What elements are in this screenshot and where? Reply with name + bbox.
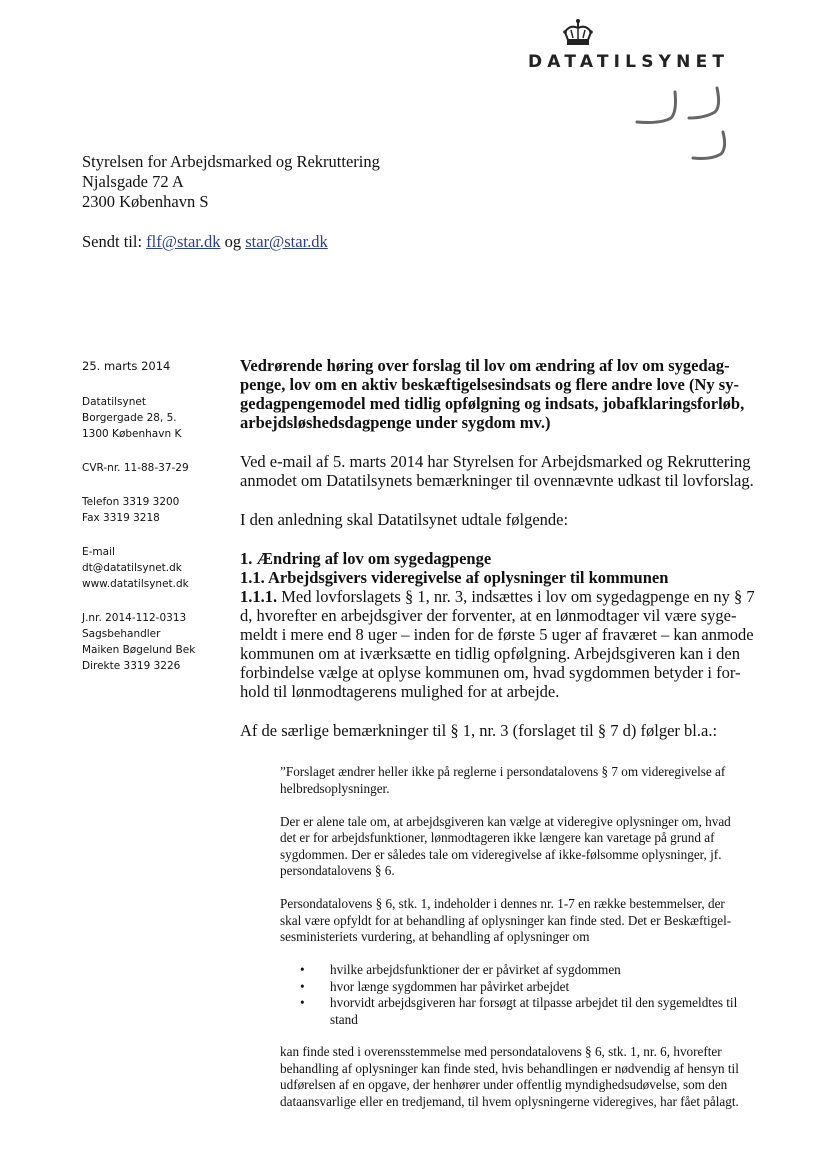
intro-paragraph	[240, 452, 762, 490]
fax: Fax 3319 3218	[82, 512, 160, 524]
text-line: meldt i mere end 8 uger – inden for de første 5 uger af fraværet – kan anmode	[240, 625, 754, 644]
letter-body	[240, 356, 762, 740]
cvr-number: CVR-nr. 11-88-37-29	[82, 462, 189, 474]
crown-logo-icon	[562, 18, 594, 48]
text-line: kan finde sted i overensstemmelse med persondatalovens § 6, stk. 1, nr. 6, hvorefter	[280, 1044, 722, 1059]
text-line: anmodet om Datatilsynets bemærkninger til ovennævnte udkast til lovforslag.	[240, 471, 754, 490]
quote-paragraph	[280, 896, 766, 946]
paragraph-number: 1.1.1.	[240, 587, 278, 606]
text-line: sesministeriets vurdering, at behandling af oplysninger om	[280, 929, 590, 944]
bullet-list	[280, 962, 766, 1028]
title-line: arbejdsløshedsdagpenge under sygdom mv.)	[240, 413, 551, 432]
caseworker-name: Maiken Bøgelund Bek	[82, 644, 196, 656]
title-line: penge, lov om en aktiv beskæftigelsesindsats og flere andre love (Ny sy-	[240, 375, 739, 394]
sender-web: www.datatilsynet.dk	[82, 578, 189, 590]
letter-title	[240, 356, 762, 432]
list-item	[300, 962, 766, 979]
title-line: gedagpengemodel med tidlig opfølgning og indsats, jobafklaringsforløb,	[240, 394, 745, 413]
logo-wordmark: DATATILSYNET	[528, 52, 730, 72]
text-line: helbredsoplysninger.	[280, 780, 390, 796]
list-item-text: hvor længe sygdommen har påvirket arbejdet	[330, 978, 570, 994]
quote-paragraph	[280, 814, 766, 880]
caseworker-label: Sagsbehandler	[82, 628, 161, 640]
quoted-remarks	[280, 764, 766, 1110]
direct-phone: Direkte 3319 3226	[82, 660, 181, 672]
text-line: dataansvarlige eller en tredjemand, til hvem oplysningerne videregives, har fået pålagt.	[280, 1093, 739, 1109]
text-line: skal være opfyldt for at behandling af oplysninger kan finde sted. Det er Beskæftigel-	[280, 912, 732, 928]
sender-city: 1300 København K	[82, 428, 182, 440]
bullet-icon: •	[300, 995, 305, 1010]
text-line	[240, 587, 762, 606]
email-link-flf[interactable]: flf@star.dk	[146, 232, 221, 251]
letter-date: 25. marts 2014	[82, 359, 171, 373]
text-line: persondatalovens § 6.	[280, 863, 395, 878]
title-line: Vedrørende høring over forslag til lov om ændring af lov om sygedag-	[240, 356, 730, 375]
quote-paragraph	[280, 764, 766, 797]
text-line: Persondatalovens § 6, stk. 1, indeholder i dennes nr. 1-7 en række bestemmelser, der	[280, 896, 725, 911]
list-item	[300, 995, 766, 1012]
recipient-street: Njalsgade 72 A	[82, 172, 184, 191]
list-item-text: hvorvidt arbejdsgiveren har forsøgt at tilpasse arbejdet til den sygemeldtes til	[330, 995, 738, 1010]
text-line: hold til lønmodtagerens mulighed for at arbejde.	[240, 682, 560, 701]
text-line: ”Forslaget ændrer heller ikke på reglerne i persondatalovens § 7 om videregivelse af	[280, 764, 726, 779]
sender-org: Datatilsynet	[82, 396, 146, 408]
email-link-star[interactable]: star@star.dk	[245, 232, 328, 251]
sent-to-line	[82, 232, 328, 252]
text-line: forbindelse vælge at oplyse kommunen om, hvad sygdommen betyder i for-	[240, 663, 741, 682]
sender-sidebar	[82, 358, 232, 674]
conj: og	[224, 232, 242, 251]
text-span: Med lovforslagets § 1, nr. 3, indsættes i lov om sygedagpenge en ny § 7	[277, 587, 755, 606]
sent-label: Sendt til:	[82, 232, 143, 251]
sender-street: Borgergade 28, 5.	[82, 412, 177, 424]
bullet-icon: •	[300, 978, 305, 994]
text-line: kommunen om at iværksætte en tidlig opfølgning. Arbejdsgiveren kan i den	[240, 644, 740, 663]
text-line: det er for arbejdsfunktioner, lønmodtageren ikke længere kan varetage på grund af	[280, 830, 715, 845]
paragraph-bemaerkninger: Af de særlige bemærkninger til § 1, nr. 3 (forslaget til § 7 d) følger bl.a.:	[240, 721, 718, 740]
email-label: E-mail	[82, 546, 115, 558]
handwritten-marks-icon	[625, 84, 735, 166]
text-line: Ved e-mail af 5. marts 2014 har Styrelsen for Arbejdsmarked og Rekruttering	[240, 452, 751, 471]
list-item-text: hvilke arbejdsfunktioner der er påvirket af sygdommen	[330, 962, 621, 977]
journal-number: J.nr. 2014-112-0313	[82, 612, 187, 624]
section-heading-1-1: 1.1. Arbejdsgivers videregivelse af oplysninger til kommunen	[240, 568, 669, 587]
section-heading-1: 1. Ændring af lov om sygedagpenge	[240, 549, 492, 568]
text-line: sygdommen. Der er således tale om videregivelse af ikke-følsomme oplysninger, jf.	[280, 846, 722, 862]
text-line: udførelsen af en opgave, der henhører under offentlig myndighedsudøvelse, som den	[280, 1077, 728, 1092]
recipient-city: 2300 København S	[82, 192, 209, 211]
text-line: d, hvorefter en arbejdsgiver der forventer, at en lønmodtager vil være syge-	[240, 606, 737, 625]
intro2-paragraph: I den anledning skal Datatilsynet udtale følgende:	[240, 510, 569, 529]
phone: Telefon 3319 3200	[82, 496, 180, 508]
quote-paragraph	[280, 1044, 766, 1110]
bullet-icon: •	[300, 962, 305, 977]
sender-email: dt@datatilsynet.dk	[82, 562, 182, 574]
text-line: behandling af oplysninger kan finde sted, hvis behandlingen er nødvendig af hensyn til	[280, 1060, 739, 1076]
paragraph-1-1-1	[240, 587, 762, 701]
text-line: Der er alene tale om, at arbejdsgiveren kan vælge at videregive oplysninger om, hvad	[280, 813, 731, 829]
recipient-address	[82, 152, 380, 212]
list-item-continuation: stand	[330, 1011, 358, 1027]
list-item	[300, 979, 766, 996]
recipient-name: Styrelsen for Arbejdsmarked og Rekruttering	[82, 152, 380, 171]
